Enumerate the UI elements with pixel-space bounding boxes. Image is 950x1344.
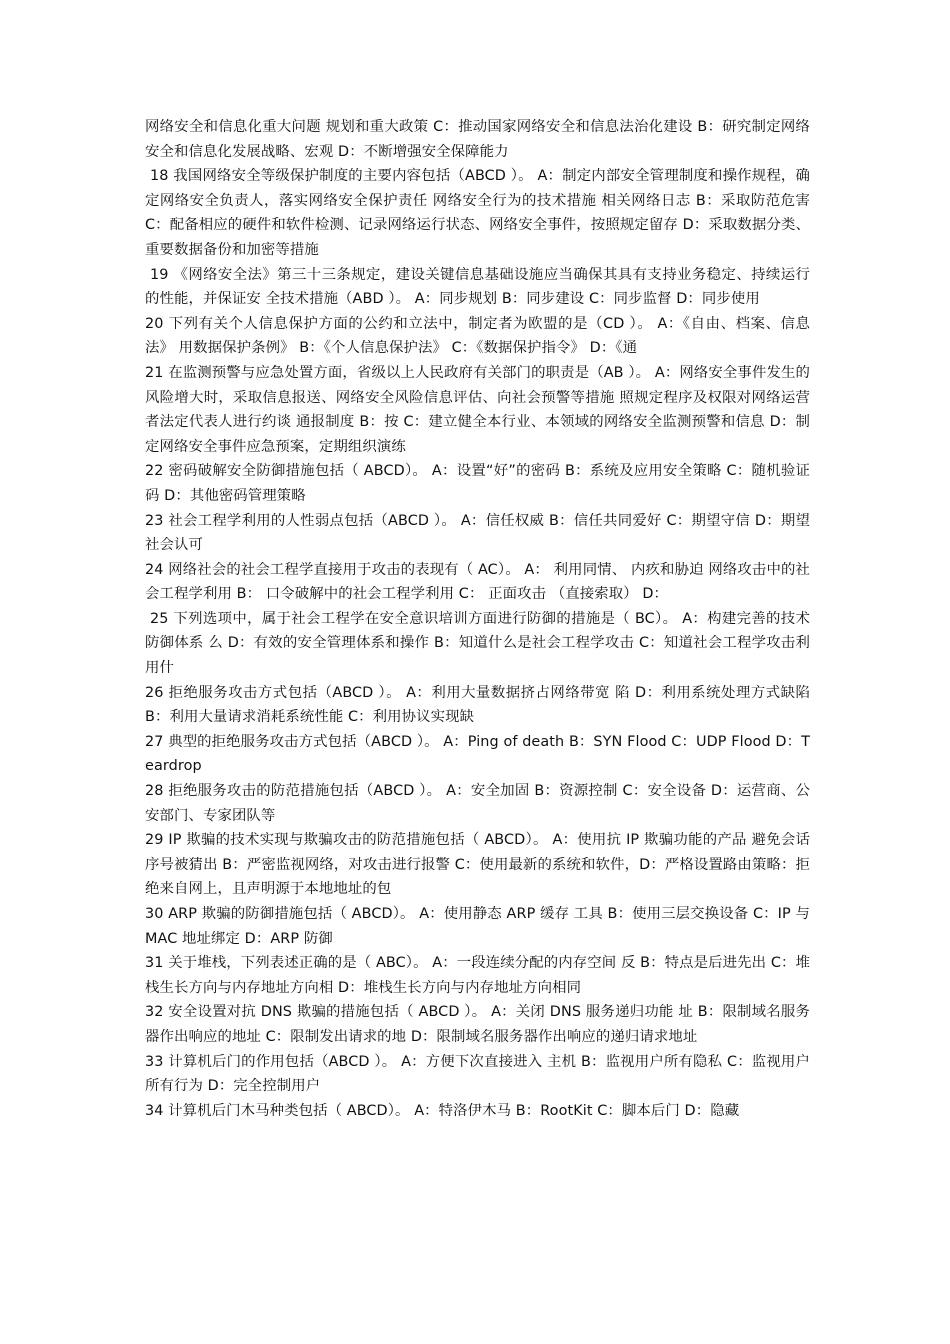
document-paragraph: 27 典型的拒绝服务攻击方式包括（ABCD ）。 A：Ping of death B：SYN Flood C：UDP Flood D：Teardrop: [145, 733, 810, 775]
document-paragraph: 22 密码破解安全防御措施包括（ ABCD）。 A：设置“好”的密码 B：系统及应用安全策略 C：随机验证码 D：其他密码管理策略: [145, 463, 810, 504]
document-paragraph: 28 拒绝服务攻击的防范措施包括（ABCD ）。 A：安全加固 B：资源控制 C：安全设备 D：运营商、公安部门、专家团队等: [145, 783, 810, 824]
document-paragraph: 30 ARP 欺骗的防御措施包括（ ABCD）。 A：使用静态 ARP 缓存 工具 B：使用三层交换设备 C：IP 与 MAC 地址绑定 D：ARP 防御: [145, 906, 810, 947]
document-paragraph: 19 《网络安全法》第三十三条规定，建设关键信息基础设施应当确保其具有支持业务稳定、持续运行的性能，并保证安 全技术措施（ABD ）。 A：同步规划 B：同步建设 C：同步监督 D：同步使用: [145, 266, 810, 308]
document-paragraph: 网络安全和信息化重大问题 规划和重大政策 C：推动国家网络安全和信息法治化建设 B：研究制定网络安全和信息化发展战略、宏观 D：不断增强安全保障能力: [145, 119, 810, 160]
document-paragraph: 33 计算机后门的作用包括（ABCD ）。 A：方便下次直接进入 主机 B：监视用户所有隐私 C：监视用户所有行为 D：完全控制用户: [145, 1053, 810, 1095]
document-body: [145, 115, 810, 1123]
document-paragraph: 29 IP 欺骗的技术实现与欺骗攻击的防范措施包括（ ABCD）。 A：使用抗 IP 欺骗功能的产品 避免会话序号被猜出 B：严密监视网络，对攻击进行报警 C：使用最新的系统和软件，D：严格设置路由策略：拒绝来自网上，且声明源于本地地址的包: [145, 832, 810, 898]
document-paragraph: 23 社会工程学利用的人性弱点包括（ABCD ）。 A：信任权威 B：信任共同爱好 C：期望守信 D：期望社会认可: [145, 512, 810, 554]
document-paragraph: 20 下列有关个人信息保护方面的公约和立法中，制定者为欧盟的是（CD ）。 A：《自由、档案、信息法》 用数据保护条例》 B：《个人信息保护法》 C：《数据保护指令》 D：《通: [145, 315, 810, 357]
document-paragraph: 24 网络社会的社会工程学直接用于攻击的表现有（ AC）。 A： 利用同情、 内疚和胁迫 网络攻击中的社会工程学利用 B： 口令破解中的社会工程学利用 C： 正面攻击 （直接索取） D：: [145, 561, 810, 603]
document-paragraph: 21 在监测预警与应急处置方面，省级以上人民政府有关部门的职责是（AB ）。 A：网络安全事件发生的风险增大时，采取信息报送、网络安全风险信息评估、向社会预警等措施 照规定程序及权限对网络运营者法定代表人进行约谈 通报制度 B：按 C：建立健全本行业、本领域的网络安全监测预警和信息 D：制定网络安全事件应急预案，定期组织演练: [145, 364, 810, 455]
document-paragraph: 18 我国网络安全等级保护制度的主要内容包括（ABCD ）。 A：制定内部安全管理制度和操作规程，确定网络安全负责人，落实网络安全保护责任 网络安全行为的技术措施 相关网络日志 B：采取防范危害 C：配备相应的硬件和软件检测、记录网络运行状态、网络安全事件，按照规定留存 D：采取数据分类、重要数据备份和加密等措施: [145, 168, 810, 258]
document-paragraph: 26 拒绝服务攻击方式包括（ABCD ）。 A：利用大量数据挤占网络带宽 陷 D：利用系统处理方式缺陷 B：利用大量请求消耗系统性能 C：利用协议实现缺: [145, 684, 810, 726]
document-paragraph: 25 下列选项中，属于社会工程学在安全意识培训方面进行防御的措施是（ BC）。 A：构建完善的技术防御体系 么 D：有效的安全管理体系和操作 B：知道什么是社会工程学攻击 C：知道社会工程学攻击利用什: [145, 610, 810, 677]
document-paragraph: 31 关于堆栈，下列表述正确的是（ ABC）。 A：一段连续分配的内存空间 反 B：特点是后进先出 C：堆栈生长方向与内存地址方向相 D：堆栈生长方向与内存地址方向相同: [145, 955, 810, 996]
document-paragraph: 34 计算机后门木马种类包括（ ABCD）。 A：特洛伊木马 B：RootKit C：脚本后门 D：隐藏: [145, 1102, 740, 1119]
document-paragraph: 32 安全设置对抗 DNS 欺骗的措施包括（ ABCD ）。 A：关闭 DNS 服务递归功能 址 B：限制域名服务器作出响应的地址 C：限制发出请求的地 D：限制域名服务器作出响应的递归请求地址: [145, 1004, 810, 1045]
